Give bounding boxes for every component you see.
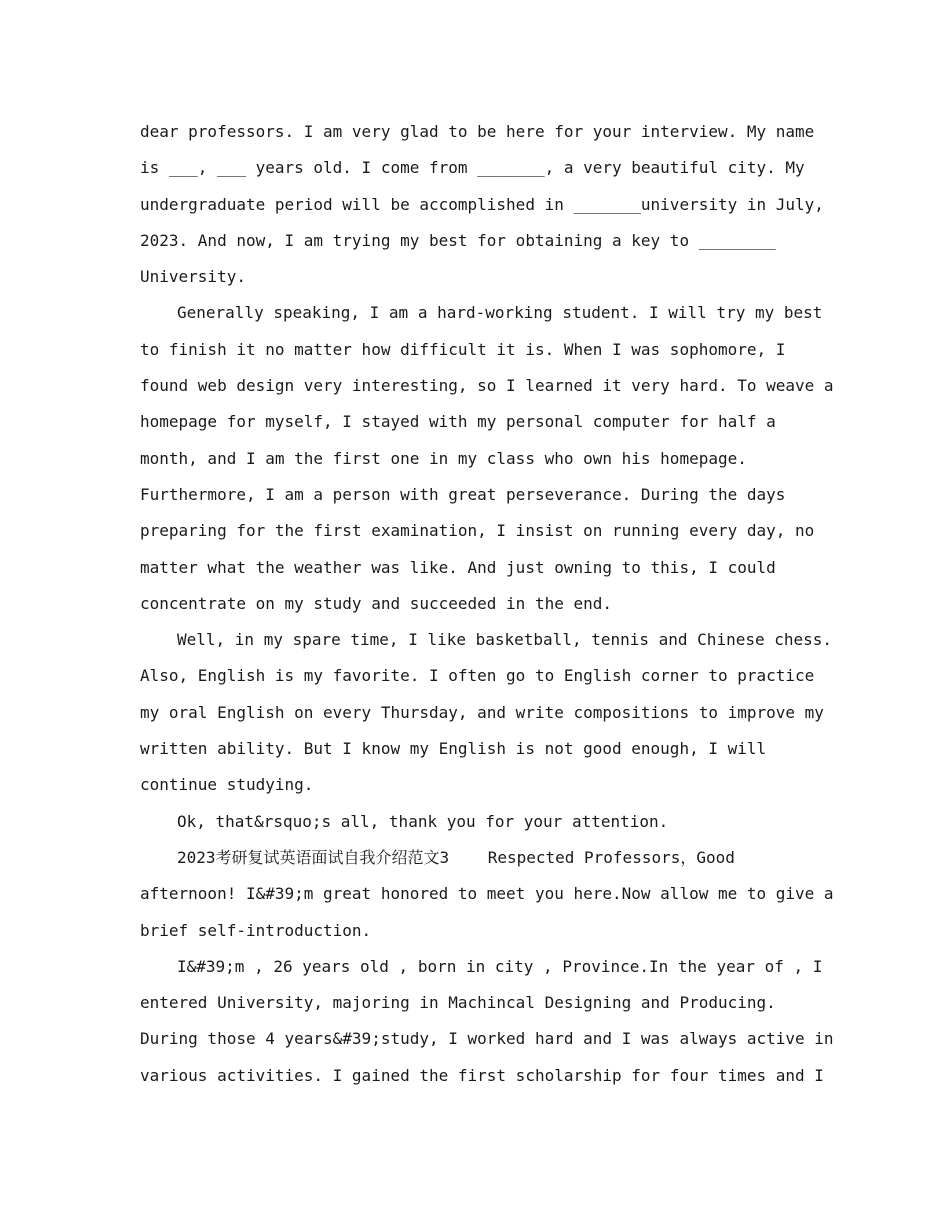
text-line: concentrate on my study and succeeded in the end. [140, 593, 613, 613]
text-line: various activities. I gained the first scholarship for four times and I [140, 1065, 824, 1085]
document-body [140, 114, 834, 1094]
paragraph-sample-3-heading [140, 840, 834, 949]
text-line: Well, in my spare time, I like basketball, tennis and Chinese chess. [177, 630, 833, 650]
text-line: entered University, majoring in Machincal Designing and Producing. [140, 993, 776, 1013]
text-line: 2023考研复试英语面试自我介绍范文3 Respected Professors，Good [177, 847, 735, 867]
text-line: written ability. But I know my English is not good enough, I will [140, 739, 767, 759]
text-line: continue studying. [140, 775, 314, 795]
text-line: to finish it no matter how difficult it is. When I was sophomore, I [140, 339, 786, 359]
text-line: Also, English is my favorite. I often go to English corner to practice [140, 666, 815, 686]
text-line: found web design very interesting, so I learned it very hard. To weave a [140, 376, 834, 396]
text-line: Generally speaking, I am a hard-working student. I will try my best [177, 303, 823, 323]
text-line: month, and I am the first one in my class who own his homepage. [140, 448, 747, 468]
paragraph-personality [140, 295, 834, 622]
text-line: preparing for the first examination, I insist on running every day, no [140, 521, 815, 541]
paragraph-sample-3-body [140, 949, 834, 1094]
text-line: afternoon! I&#39;m great honored to meet you here.Now allow me to give a [140, 884, 834, 904]
text-line: my oral English on every Thursday, and write compositions to improve my [140, 702, 824, 722]
text-line: is ___, ___ years old. I come from _______, a very beautiful city. My [140, 158, 805, 178]
text-line: brief self-introduction. [140, 920, 372, 940]
text-line: Ok, that&rsquo;s all, thank you for your attention. [177, 811, 669, 831]
text-line: 2023. And now, I am trying my best for obtaining a key to ________ [140, 230, 776, 250]
text-line: dear professors. I am very glad to be here for your interview. My name [140, 122, 815, 141]
paragraph-hobbies [140, 622, 833, 803]
text-line: During those 4 years&#39;study, I worked hard and I was always active in [140, 1029, 834, 1049]
text-line: undergraduate period will be accomplished in _______university in July, [140, 194, 824, 214]
text-line: University. [140, 267, 246, 287]
text-line: Furthermore, I am a person with great perseverance. During the days [140, 484, 786, 504]
paragraph-intro [140, 114, 824, 295]
text-line: homepage for myself, I stayed with my personal computer for half a [140, 412, 776, 432]
text-line: matter what the weather was like. And just owning to this, I could [140, 557, 776, 577]
text-line: I&#39;m , 26 years old , born in city , Province.In the year of , I [177, 956, 823, 976]
paragraph-closing [140, 804, 820, 840]
